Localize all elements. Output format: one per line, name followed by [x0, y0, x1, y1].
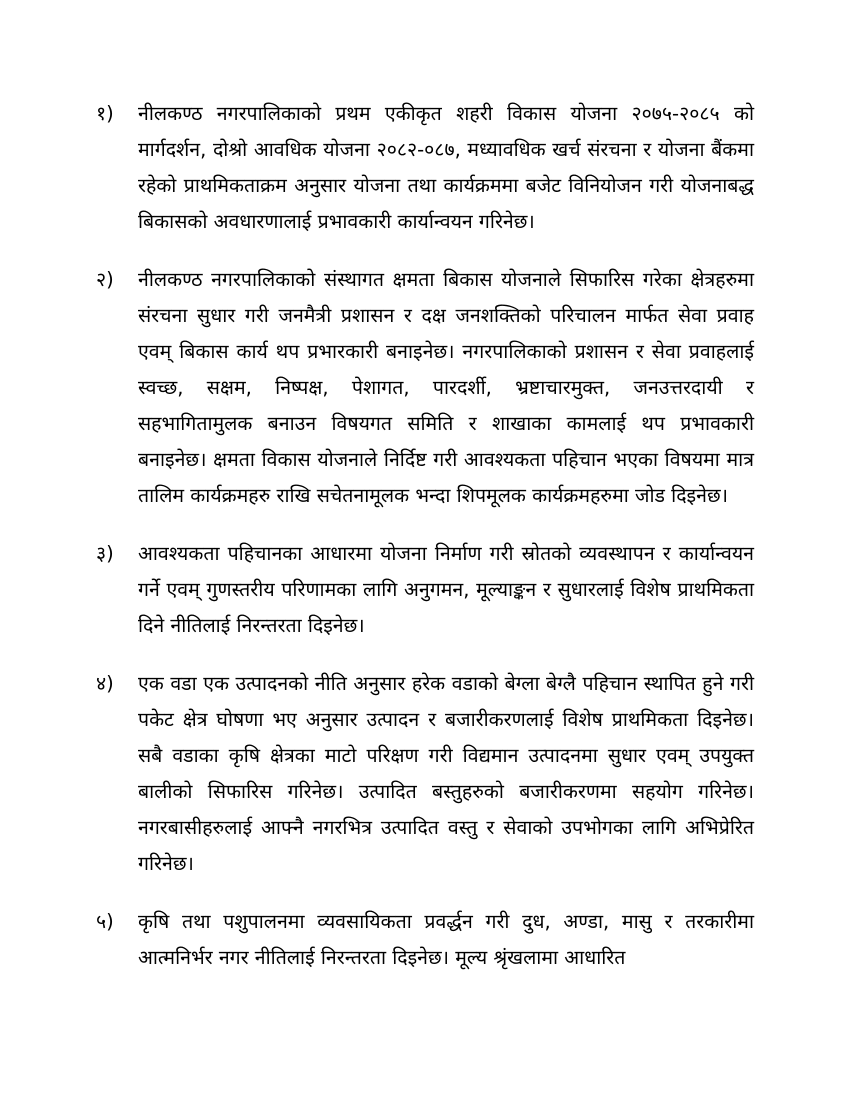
paragraph-number: ४): [96, 672, 114, 695]
paragraph-number: ५): [96, 910, 114, 933]
policy-paragraph-4: [96, 666, 754, 882]
paragraph-text: नीलकण्ठ नगरपालिकाको प्रथम एकीकृत शहरी विकास योजना २०७५-२०८५ को मार्गदर्शन, दोश्रो आवधिक योजना २०८२-०८७, मध्यावधिक खर्च संरचना र योजना बैंकमा रहेको प्राथमिकताक्रम अनुसार योजना तथा कार्यक्रममा बजेट विनियोजन गरी योजनाबद्ध बिकासको अवधारणालाई प्रभावकारी कार्यान्वयन गरिनेछ।: [138, 102, 754, 233]
paragraph-text: कृषि तथा पशुपालनमा व्यवसायिकता प्रवर्द्धन गरी दुध, अण्डा, मासु र तरकारीमा आत्मनिर्भर नगर नीतिलाई निरन्तरता दिइनेछ। मूल्य श्रृंखलामा आधारित: [138, 910, 754, 969]
paragraph-number: ३): [96, 542, 114, 565]
policy-paragraph-5: [96, 904, 754, 976]
policy-paragraph-2: [96, 262, 754, 514]
paragraph-text: आवश्यकता पहिचानका आधारमा योजना निर्माण गरी स्रोतको व्यवस्थापन र कार्यान्वयन गर्ने एवम् गुणस्तरीय परिणामका लागि अनुगमन, मूल्याङ्कन र सुधारलाई विशेष प्राथमिकता दिने नीतिलाई निरन्तरता दिइनेछ।: [138, 542, 754, 637]
policy-paragraph-3: [96, 536, 754, 644]
paragraph-text: एक वडा एक उत्पादनको नीति अनुसार हरेक वडाको बेग्ला बेग्लै पहिचान स्थापित हुने गरी पकेट क्षेत्र घोषणा भए अनुसार उत्पादन र बजारीकरणलाई विशेष प्राथमिकता दिइनेछ। सबै वडाका कृषि क्षेत्रका माटो परिक्षण गरी विद्यमान उत्पादनमा सुधार एवम् उपयुक्त बालीको सिफारिस गरिनेछ। उत्पादित बस्तुहरुको बजारीकरणमा सहयोग गरिनेछ। नगरबासीहरुलाई आफ्नै नगरभित्र उत्पादित वस्तु र सेवाको उपभोगका लागि अभिप्रेरित गरिनेछ।: [138, 672, 754, 875]
paragraph-number: २): [96, 268, 114, 291]
paragraph-text: नीलकण्ठ नगरपालिकाको संस्थागत क्षमता बिकास योजनाले सिफारिस गरेका क्षेत्रहरुमा संरचना सुधार गरी जनमैत्री प्रशासन र दक्ष जनशक्तिको परिचालन मार्फत सेवा प्रवाह एवम् बिकास कार्य थप प्रभारकारी बनाइनेछ। नगरपालिकाको प्रशासन र सेवा प्रवाहलाई स्वच्छ, सक्षम, निष्पक्ष, पेशागत, पारदर्शी, भ्रष्टाचारमुक्त, जनउत्तरदायी र सहभागितामुलक बनाउन विषयगत समिति र शाखाका कामलाई थप प्रभावकारी बनाइनेछ। क्षमता विकास योजनाले निर्दिष्ट गरी आवश्यकता पहिचान भएका विषयमा मात्र तालिम कार्यक्रमहरु राखि सचेतनामूलक भन्दा शिपमूलक कार्यक्रमहरुमा जोड दिइनेछ।: [138, 268, 754, 507]
paragraph-number: १): [96, 102, 114, 125]
policy-paragraph-1: [96, 96, 754, 240]
